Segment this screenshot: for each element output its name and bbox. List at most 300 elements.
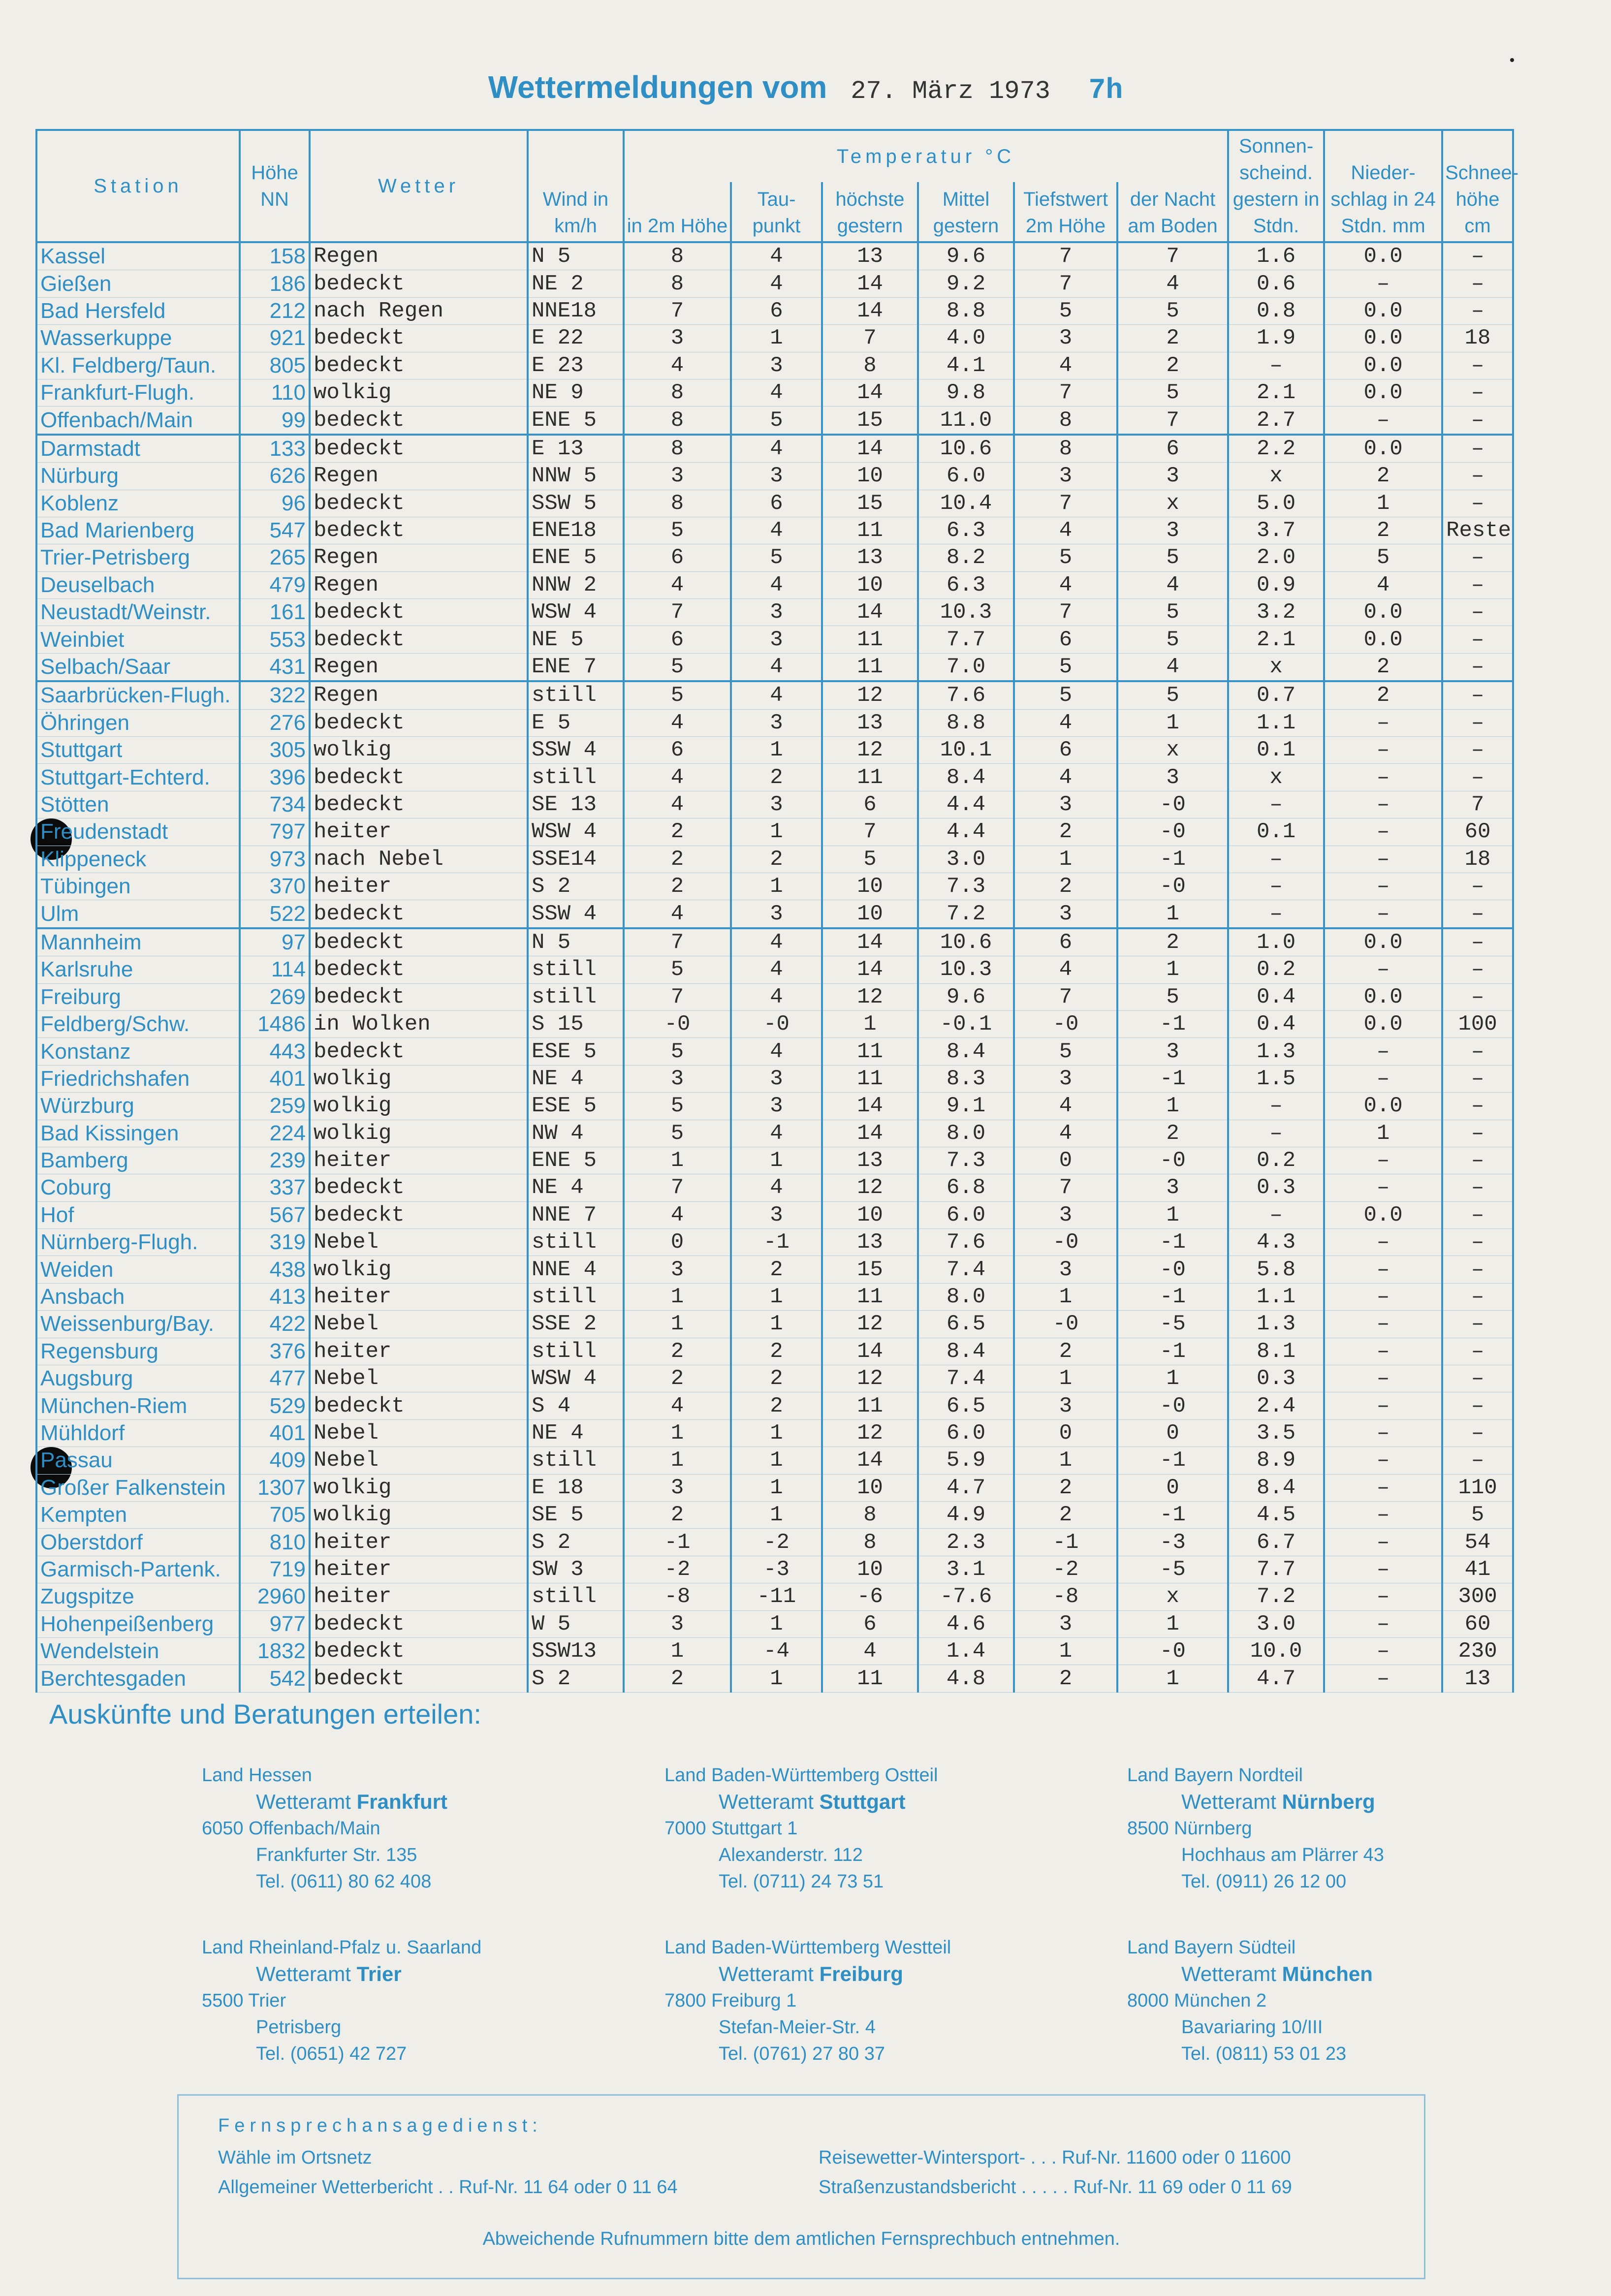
office-city: München [1282,1962,1373,1985]
cell-hoechste: 11 [822,1065,918,1092]
cell-wind: NNE 7 [528,1201,624,1228]
cell-sonne: 3.2 [1228,599,1324,626]
cell-hoechste: 12 [822,1174,918,1201]
cell-mittel: 7.4 [918,1256,1014,1283]
cell-taupunkt: -11 [731,1583,822,1610]
cell-wetter: bedeckt [310,352,528,379]
cell-mittel: 8.3 [918,1065,1014,1092]
cell-nacht: 5 [1117,681,1228,709]
cell-wind: WSW 4 [528,1365,624,1392]
cell-nacht: -0 [1117,1147,1228,1174]
office-addr2: Stefan-Meier-Str. 4 [719,2017,876,2038]
cell-wetter: wolkig [310,379,528,406]
cell-hoechste: 8 [822,1501,918,1528]
cell-hoechste: 15 [822,407,918,435]
cell-station: Trier-Petrisberg [36,544,240,571]
phone-heading: Fernsprechansagedienst: [218,2115,542,2136]
cell-nacht: 0 [1117,1419,1228,1447]
cell-wetter: wolkig [310,1065,528,1092]
weather-table [35,129,1519,1693]
cell-wetter: heiter [310,818,528,846]
cell-sonne: 0.8 [1228,297,1324,324]
cell-station: Neustadt/Weinstr. [36,599,240,626]
cell-schnee: 110 [1442,1474,1513,1501]
cell-sonne: 2.2 [1228,435,1324,463]
col-wetter: Wetter [310,130,528,242]
cell-wind: E 13 [528,435,624,463]
cell-hoechste: 13 [822,1147,918,1174]
cell-wetter: nach Regen [310,297,528,324]
cell-tiefst: 5 [1014,653,1117,681]
cell-sonne: 1.5 [1228,1065,1324,1092]
cell-wind: S 2 [528,1529,624,1556]
cell-nieder: – [1324,709,1442,736]
cell-tiefst: 2 [1014,1338,1117,1365]
cell-nacht: -0 [1117,1256,1228,1283]
cell-hoehe: 921 [240,325,310,352]
cell-wetter: bedeckt [310,490,528,517]
cell-in2m: 8 [624,407,731,435]
cell-sonne: 5.8 [1228,1256,1324,1283]
phone-general: Allgemeiner Wetterbericht . . Ruf-Nr. 11 64 oder 0 11 64 [218,2177,678,2198]
office-block [202,1762,447,1895]
table-row [36,764,1513,791]
cell-nieder: – [1324,1529,1442,1556]
cell-wetter: bedeckt [310,1038,528,1065]
table-row [36,1365,1513,1392]
cell-hoehe: 1832 [240,1637,310,1665]
col-nieder: Nieder- schlag in 24 Stdn. mm [1324,130,1442,242]
cell-sonne: 0.9 [1228,571,1324,598]
cell-hoehe: 401 [240,1419,310,1447]
cell-hoehe: 553 [240,626,310,653]
cell-in2m: 1 [624,1311,731,1338]
cell-hoechste: 10 [822,463,918,490]
cell-wind: NNE 4 [528,1256,624,1283]
cell-wind: S 4 [528,1392,624,1419]
cell-mittel: 3.1 [918,1556,1014,1583]
cell-tiefst: 4 [1014,1093,1117,1120]
cell-tiefst: 4 [1014,1120,1117,1147]
cell-sonne: 1.1 [1228,1283,1324,1310]
cell-sonne: 2.1 [1228,626,1324,653]
cell-station: Feldberg/Schw. [36,1010,240,1038]
cell-taupunkt: 1 [731,1501,822,1528]
office-land: Land Rheinland-Pfalz u. Saarland [202,1937,482,1958]
cell-wind: NE 4 [528,1174,624,1201]
cell-nieder: – [1324,873,1442,900]
table-row [36,1093,1513,1120]
cell-hoechste: 11 [822,1283,918,1310]
cell-nieder: – [1324,1392,1442,1419]
cell-in2m: 5 [624,653,731,681]
cell-nacht: 6 [1117,435,1228,463]
cell-nieder: 0.0 [1324,297,1442,324]
cell-taupunkt: 3 [731,599,822,626]
cell-nieder: 0.0 [1324,1201,1442,1228]
cell-taupunkt: -1 [731,1229,822,1256]
cell-schnee: 230 [1442,1637,1513,1665]
cell-tiefst: 7 [1014,379,1117,406]
cell-hoechste: 10 [822,873,918,900]
cell-mittel: 6.0 [918,1201,1014,1228]
cell-nieder: – [1324,1501,1442,1528]
cell-station: Karlsruhe [36,956,240,983]
cell-taupunkt: 4 [731,681,822,709]
cell-sonne: – [1228,846,1324,873]
cell-wind: still [528,1338,624,1365]
cell-nieder: – [1324,1065,1442,1092]
cell-schnee: 54 [1442,1529,1513,1556]
cell-hoechste: 14 [822,599,918,626]
cell-nacht: 5 [1117,983,1228,1010]
cell-wetter: bedeckt [310,709,528,736]
cell-sonne: – [1228,1201,1324,1228]
cell-taupunkt: 6 [731,297,822,324]
cell-schnee: – [1442,297,1513,324]
table-row [36,681,1513,709]
cell-sonne: 0.4 [1228,1010,1324,1038]
office-name: Wetteramt [719,1790,814,1813]
cell-taupunkt: 4 [731,1174,822,1201]
cell-hoehe: 805 [240,352,310,379]
cell-schnee: – [1442,1038,1513,1065]
table-row [36,379,1513,406]
table-row [36,846,1513,873]
cell-mittel: 6.8 [918,1174,1014,1201]
table-row [36,1637,1513,1665]
cell-taupunkt: 3 [731,352,822,379]
cell-in2m: 4 [624,900,731,928]
cell-sonne: 1.6 [1228,242,1324,270]
cell-hoechste: 10 [822,571,918,598]
cell-wind: NNW 2 [528,571,624,598]
office-name-line [1127,1961,1373,1987]
phone-local: Wähle im Ortsnetz [218,2147,372,2168]
cell-taupunkt: 3 [731,1093,822,1120]
cell-hoehe: 276 [240,709,310,736]
cell-station: Frankfurt-Flugh. [36,379,240,406]
cell-schnee: – [1442,1120,1513,1147]
cell-hoechste: 8 [822,1529,918,1556]
cell-nieder: 0.0 [1324,352,1442,379]
cell-hoehe: 99 [240,407,310,435]
cell-tiefst: 4 [1014,764,1117,791]
cell-hoechste: 10 [822,1201,918,1228]
cell-tiefst: 7 [1014,242,1117,270]
cell-wetter: heiter [310,1529,528,1556]
table-row [36,325,1513,352]
cell-nacht: -1 [1117,1065,1228,1092]
cell-nacht: -1 [1117,1447,1228,1474]
cell-sonne: – [1228,1120,1324,1147]
cell-hoechste: 14 [822,1338,918,1365]
cell-schnee: – [1442,379,1513,406]
cell-hoechste: 15 [822,1256,918,1283]
cell-station: Gießen [36,270,240,297]
cell-in2m: 1 [624,1447,731,1474]
cell-mittel: 9.2 [918,270,1014,297]
cell-wetter: Regen [310,544,528,571]
cell-taupunkt: 3 [731,900,822,928]
cell-station: Deuselbach [36,571,240,598]
cell-mittel: 7.3 [918,873,1014,900]
cell-hoehe: 977 [240,1610,310,1637]
cell-station: Großer Falkenstein [36,1474,240,1501]
cell-mittel: 10.6 [918,435,1014,463]
table-row [36,791,1513,818]
table-row [36,1120,1513,1147]
cell-hoechste: 10 [822,1474,918,1501]
col-hoechste: höchste gestern [822,182,918,242]
cell-taupunkt: 3 [731,626,822,653]
office-land: Land Bayern Südteil [1127,1937,1296,1958]
cell-nacht: -0 [1117,1392,1228,1419]
report-hour: 7h [1088,75,1123,107]
cell-mittel: 7.6 [918,1229,1014,1256]
cell-station: Darmstadt [36,435,240,463]
office-land: Land Baden-Württemberg Ostteil [664,1765,938,1786]
col-wind: Wind in km/h [528,130,624,242]
office-addr1: 8500 Nürnberg [1127,1818,1252,1839]
cell-sonne: – [1228,1093,1324,1120]
cell-nacht: 1 [1117,1093,1228,1120]
table-row [36,270,1513,297]
cell-hoehe: 477 [240,1365,310,1392]
cell-station: Wendelstein [36,1637,240,1665]
cell-schnee: – [1442,1093,1513,1120]
cell-station: Weinbiet [36,626,240,653]
weather-table-body [36,242,1513,1692]
cell-taupunkt: 3 [731,1201,822,1228]
cell-sonne: 1.3 [1228,1038,1324,1065]
cell-nieder: 2 [1324,463,1442,490]
cell-wetter: bedeckt [310,1174,528,1201]
cell-tiefst: 0 [1014,1419,1117,1447]
cell-wind: ENE 5 [528,407,624,435]
cell-mittel: 4.7 [918,1474,1014,1501]
cell-in2m: 6 [624,544,731,571]
cell-nacht: 2 [1117,352,1228,379]
cell-schnee: – [1442,1283,1513,1310]
cell-nieder: 0.0 [1324,379,1442,406]
cell-wetter: bedeckt [310,1637,528,1665]
cell-station: Garmisch-Partenk. [36,1556,240,1583]
cell-wetter: Regen [310,681,528,709]
cell-schnee: 5 [1442,1501,1513,1528]
cell-in2m: 1 [624,1637,731,1665]
cell-nieder: 0.0 [1324,325,1442,352]
cell-station: Wasserkuppe [36,325,240,352]
cell-nacht: 2 [1117,325,1228,352]
cell-hoehe: 567 [240,1201,310,1228]
cell-in2m: 8 [624,379,731,406]
office-name: Wetteramt [256,1790,351,1813]
cell-mittel: 8.4 [918,764,1014,791]
cell-nacht: 5 [1117,544,1228,571]
cell-hoechste: 11 [822,517,918,544]
cell-station: Oberstdorf [36,1529,240,1556]
cell-schnee: – [1442,928,1513,956]
cell-wetter: bedeckt [310,791,528,818]
office-name: Wetteramt [1181,1962,1276,1985]
office-tel: Tel. (0911) 26 12 00 [1181,1871,1347,1892]
cell-schnee: – [1442,1065,1513,1092]
col-mittel: Mittel gestern [918,182,1014,242]
cell-wetter: wolkig [310,1501,528,1528]
cell-wind: ENE 5 [528,544,624,571]
cell-wetter: Regen [310,653,528,681]
cell-taupunkt: 4 [731,1038,822,1065]
cell-nieder: – [1324,270,1442,297]
cell-tiefst: 4 [1014,709,1117,736]
cell-hoechste: -6 [822,1583,918,1610]
cell-schnee: 18 [1442,846,1513,873]
cell-nieder: 2 [1324,681,1442,709]
cell-taupunkt: 4 [731,1120,822,1147]
cell-hoechste: 14 [822,956,918,983]
cell-nieder: – [1324,1365,1442,1392]
cell-wind: E 23 [528,352,624,379]
cell-nieder: 2 [1324,653,1442,681]
cell-nacht: -1 [1117,846,1228,873]
cell-mittel: 4.8 [918,1665,1014,1692]
cell-schnee: – [1442,1365,1513,1392]
cell-nacht: x [1117,1583,1228,1610]
cell-schnee: – [1442,1392,1513,1419]
cell-tiefst: 2 [1014,1665,1117,1692]
cell-sonne: x [1228,463,1324,490]
table-row [36,1311,1513,1338]
cell-mittel: 8.2 [918,544,1014,571]
cell-nieder: 0.0 [1324,242,1442,270]
cell-schnee: – [1442,1229,1513,1256]
cell-wind: S 2 [528,873,624,900]
office-addr1: 7000 Stuttgart 1 [664,1818,798,1839]
table-row [36,1501,1513,1528]
cell-in2m: 2 [624,1338,731,1365]
table-row [36,956,1513,983]
cell-sonne: 1.0 [1228,928,1324,956]
cell-nacht: -0 [1117,873,1228,900]
cell-taupunkt: 2 [731,1365,822,1392]
cell-hoehe: 431 [240,653,310,681]
cell-taupunkt: 1 [731,1147,822,1174]
cell-in2m: 7 [624,599,731,626]
cell-wind: SE 5 [528,1501,624,1528]
cell-mittel: 4.6 [918,1610,1014,1637]
cell-station: Weissenburg/Bay. [36,1311,240,1338]
cell-nieder: 0.0 [1324,599,1442,626]
cell-mittel: 2.3 [918,1529,1014,1556]
cell-tiefst: 1 [1014,1447,1117,1474]
cell-in2m: 4 [624,709,731,736]
table-row [36,1283,1513,1310]
cell-nieder: – [1324,407,1442,435]
office-addr2: Hochhaus am Plärrer 43 [1181,1845,1384,1865]
cell-hoehe: 212 [240,297,310,324]
cell-schnee: – [1442,352,1513,379]
table-row [36,1010,1513,1038]
cell-sonne: 0.3 [1228,1174,1324,1201]
cell-taupunkt: 2 [731,1338,822,1365]
cell-taupunkt: 1 [731,1474,822,1501]
cell-hoehe: 529 [240,1392,310,1419]
cell-station: Selbach/Saar [36,653,240,681]
cell-nacht: -1 [1117,1501,1228,1528]
cell-mittel: 6.0 [918,1419,1014,1447]
cell-nieder: – [1324,737,1442,764]
cell-mittel: 9.1 [918,1093,1014,1120]
cell-hoehe: 239 [240,1147,310,1174]
cell-station: Saarbrücken-Flugh. [36,681,240,709]
cell-wetter: heiter [310,1338,528,1365]
col-hoehe: Höhe NN [240,130,310,242]
cell-mittel: 3.0 [918,846,1014,873]
cell-schnee: – [1442,270,1513,297]
office-city: Frankfurt [356,1790,447,1813]
cell-taupunkt: 5 [731,544,822,571]
cell-nacht: 1 [1117,1610,1228,1637]
cell-tiefst: 3 [1014,325,1117,352]
cell-wetter: bedeckt [310,1392,528,1419]
cell-station: Stuttgart-Echterd. [36,764,240,791]
col-schnee: Schnee- höhe cm [1442,130,1513,242]
cell-nacht: -1 [1117,1338,1228,1365]
cell-in2m: 2 [624,1665,731,1692]
cell-sonne: 0.7 [1228,681,1324,709]
cell-nacht: 5 [1117,599,1228,626]
cell-station: Friedrichshafen [36,1065,240,1092]
cell-schnee: – [1442,571,1513,598]
table-row [36,1583,1513,1610]
cell-hoehe: 973 [240,846,310,873]
cell-hoechste: 11 [822,653,918,681]
cell-wind: S 2 [528,1665,624,1692]
cell-hoehe: 97 [240,928,310,956]
cell-tiefst: 5 [1014,544,1117,571]
cell-nieder: 0.0 [1324,626,1442,653]
cell-tiefst: 8 [1014,435,1117,463]
cell-wetter: bedeckt [310,517,528,544]
table-row [36,1392,1513,1419]
cell-in2m: 2 [624,873,731,900]
cell-hoehe: 322 [240,681,310,709]
cell-taupunkt: 6 [731,490,822,517]
cell-tiefst: 3 [1014,1201,1117,1228]
cell-in2m: 5 [624,1093,731,1120]
cell-wetter: bedeckt [310,407,528,435]
cell-nacht: 7 [1117,407,1228,435]
cell-nacht: 3 [1117,463,1228,490]
cell-hoehe: 443 [240,1038,310,1065]
cell-taupunkt: 2 [731,846,822,873]
cell-in2m: 2 [624,846,731,873]
cell-hoechste: 7 [822,325,918,352]
cell-station: Regensburg [36,1338,240,1365]
cell-in2m: 1 [624,1419,731,1447]
cell-tiefst: 2 [1014,873,1117,900]
cell-in2m: 5 [624,956,731,983]
cell-hoehe: 626 [240,463,310,490]
cell-schnee: – [1442,653,1513,681]
cell-in2m: 6 [624,737,731,764]
cell-hoehe: 413 [240,1283,310,1310]
cell-in2m: 3 [624,1065,731,1092]
table-row [36,1201,1513,1228]
cell-nieder: 1 [1324,490,1442,517]
cell-wind: SSW13 [528,1637,624,1665]
